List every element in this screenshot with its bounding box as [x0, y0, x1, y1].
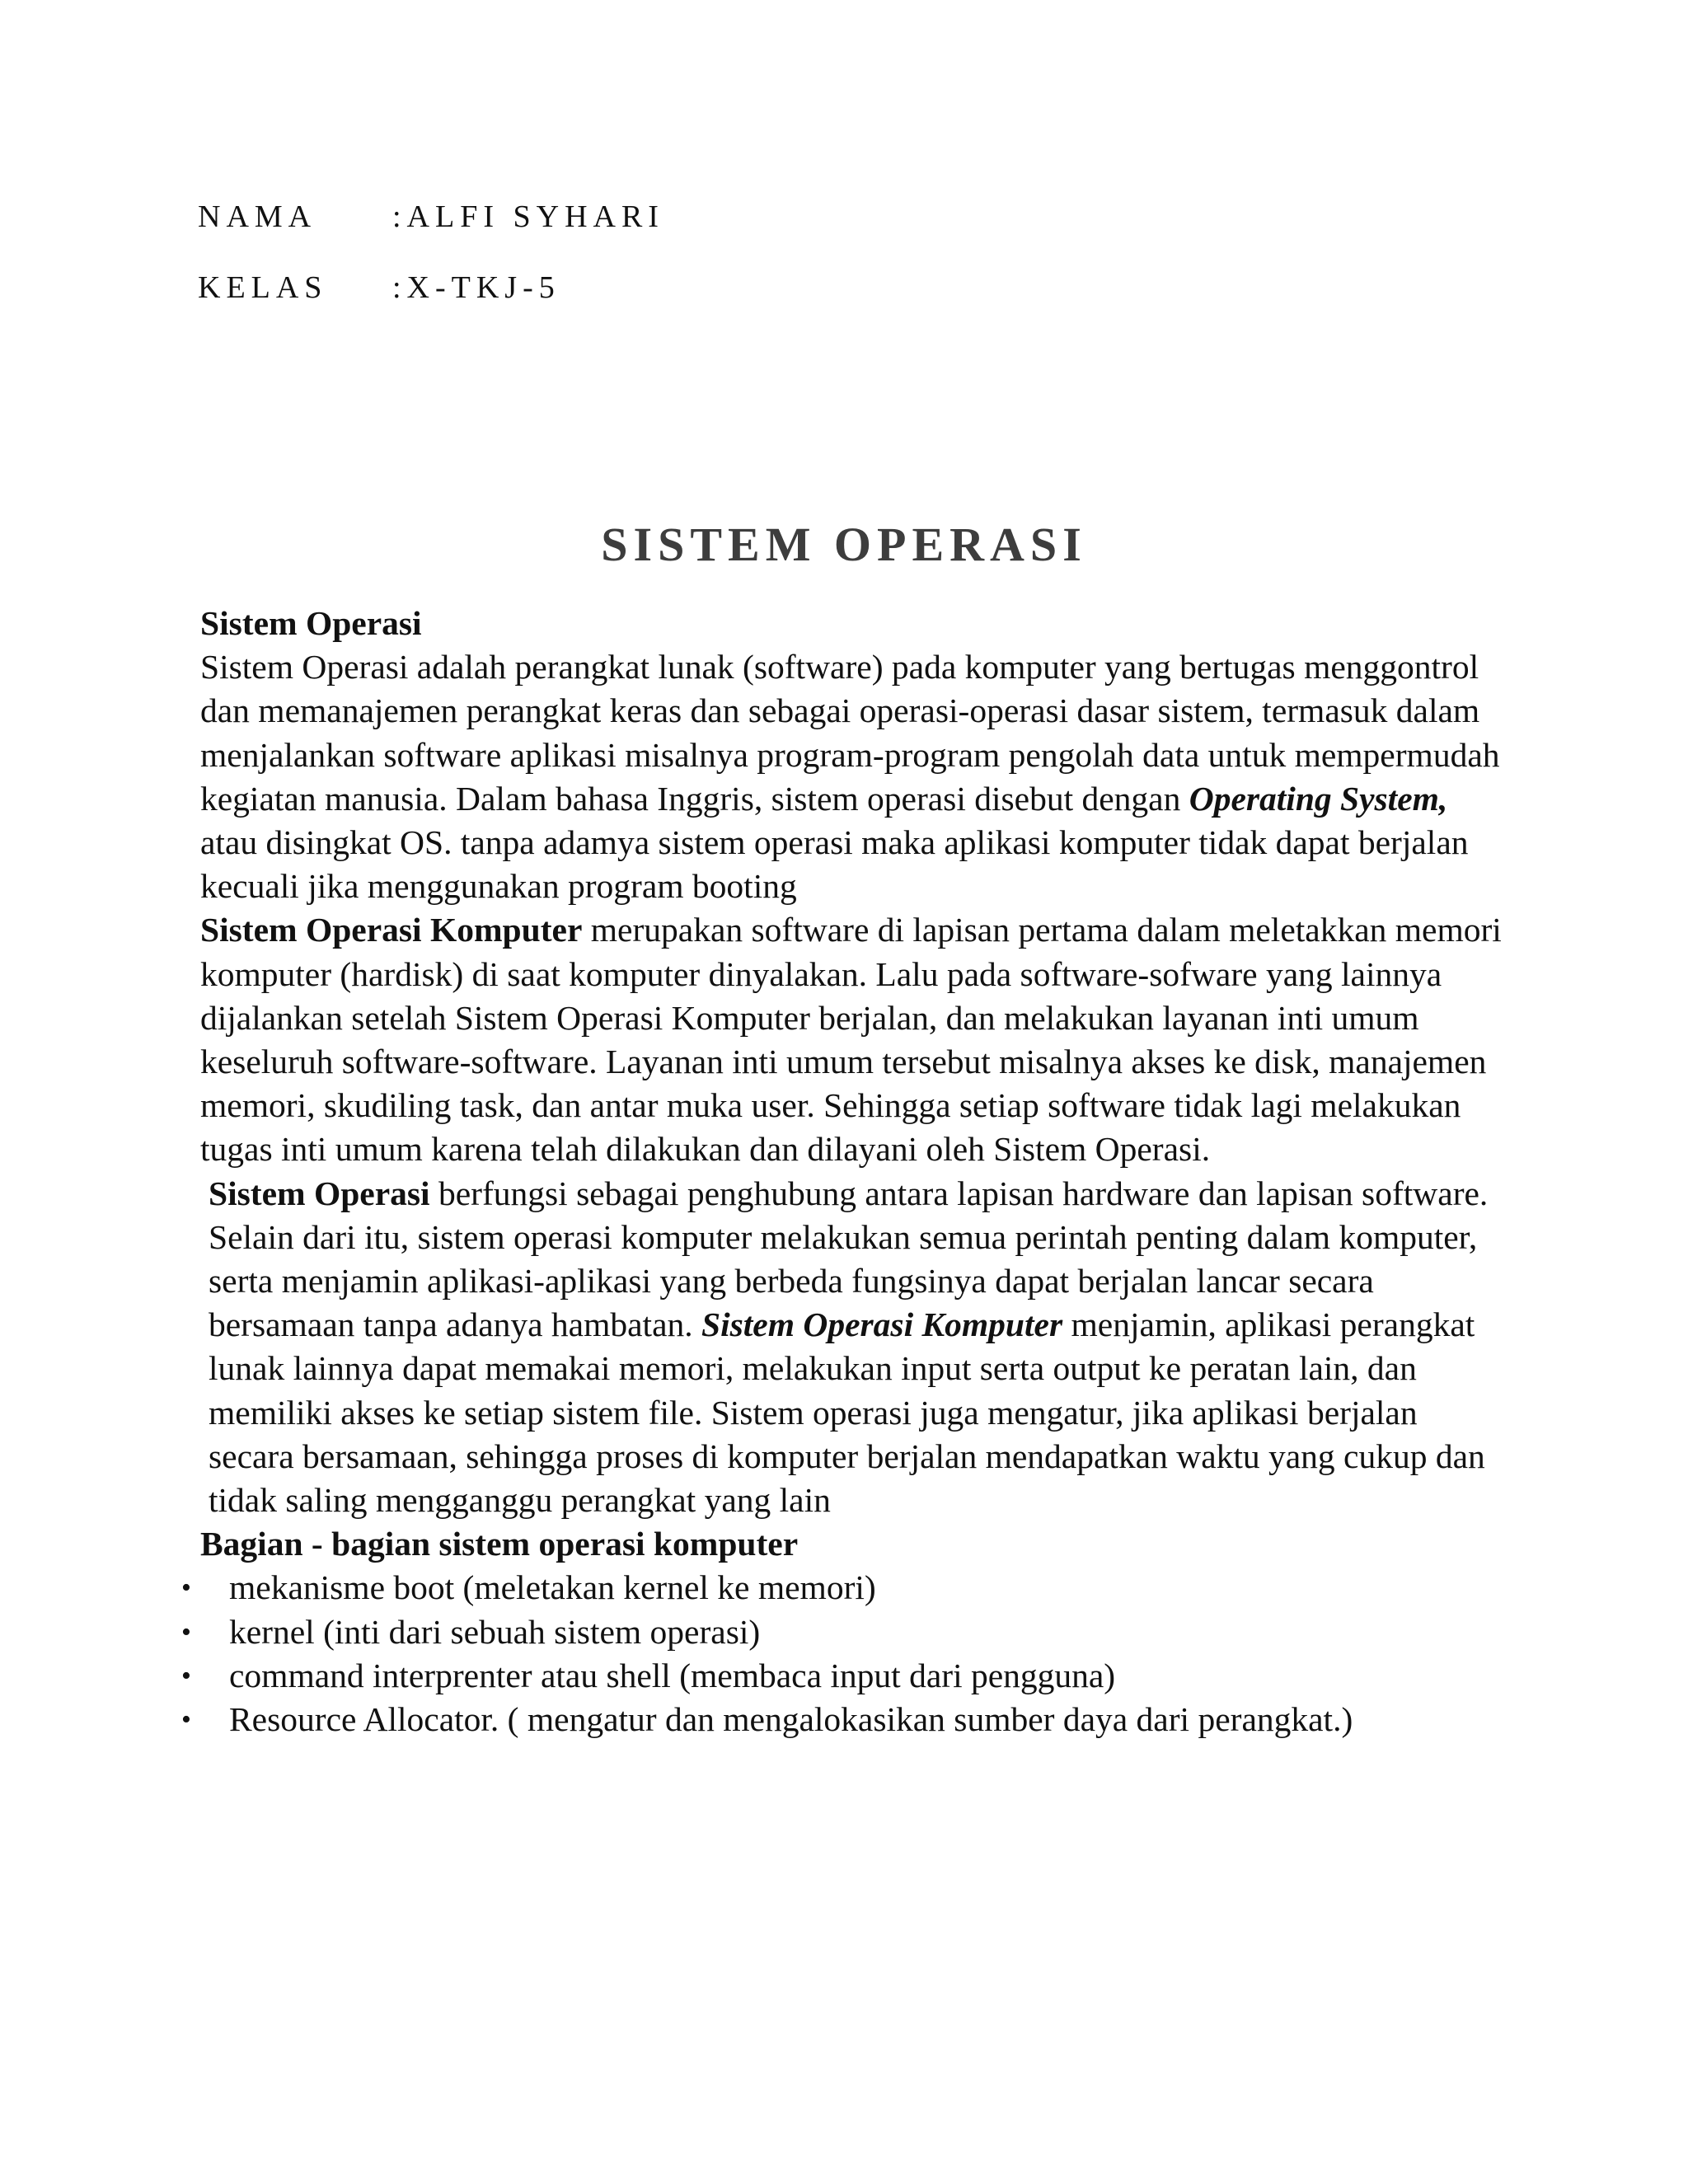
list-item-text: mekanisme boot (meletakan kernel ke memori): [229, 1568, 876, 1607]
name-value: :ALFI SYHARI: [392, 199, 664, 234]
class-value: :X-TKJ-5: [392, 270, 560, 305]
paragraph-definition-text-end: atau disingkat OS. tanpa adamya sistem operasi maka aplikasi komputer tidak dapat berjalan kecuali jika menggunakan program booting: [200, 823, 1469, 906]
term-sistem-operasi: Sistem Operasi: [209, 1174, 430, 1212]
paragraph-definition-text: Sistem Operasi adalah perangkat lunak (software) pada komputer yang bertugas menggontrol dan memanajemen perangkat keras dan sebagai operasi-operasi dasar sistem, termasuk dalam menjalankan software aplikasi misalnya program-program pengolah data untuk mempermudah kegiatan manusia. Dalam bahasa Inggris, sistem operasi disebut dengan: [200, 648, 1500, 818]
paragraph-komputer-text: merupakan software di lapisan pertama dalam meletakkan memori komputer (hardisk) di saat komputer dinyalakan. Lalu pada software-sofware yang lainnya dijalankan setelah Sistem Operasi Komputer berjalan, dan melakukan layanan inti umum keseluruh software-software. Layanan inti umum tersebut misalnya akses ke disk, manajemen memori, skudiling task, dan antar muka user. Sehingga setiap software tidak lagi melakukan tugas inti umum karena telah dilakukan dan dilayani oleh Sistem Operasi.: [200, 911, 1502, 1169]
bullet-icon: •: [181, 1704, 191, 1736]
list-item-text: kernel (inti dari sebuah sistem operasi): [229, 1612, 761, 1651]
class-label: KELAS: [198, 270, 328, 305]
list-item: [181, 1698, 1503, 1741]
paragraph-definition: [200, 645, 1503, 908]
list-item: [181, 1566, 1503, 1610]
document-body: [181, 602, 1503, 1741]
term-operating-system: Operating System,: [1189, 779, 1448, 818]
student-name-line: [198, 201, 664, 232]
name-label: NAMA: [198, 199, 317, 234]
list-item-text: command interprenter atau shell (membaca input dari pengguna): [229, 1656, 1116, 1694]
term-sistem-operasi-komputer: Sistem Operasi Komputer: [200, 911, 583, 949]
list-item: [181, 1610, 1503, 1654]
paragraph-fungsi-text-end: menjamin, aplikasi perangkat lunak lainnya dapat memakai memori, melakukan input serta output ke peratan lain, dan memiliki akses ke setiap sistem file. Sistem operasi juga mengatur, jika aplikasi berjalan secara bersamaan, sehingga proses di komputer berjalan mendapatkan waktu yang cukup dan tidak saling mengganggu perangkat yang lain: [209, 1305, 1485, 1520]
paragraph-komputer: [200, 908, 1503, 1171]
bullet-icon: •: [181, 1572, 191, 1604]
student-class-line: [198, 272, 560, 303]
bullet-icon: •: [181, 1660, 191, 1691]
list-item: [181, 1654, 1503, 1698]
bullet-icon: •: [181, 1616, 191, 1647]
list-item-text: Resource Allocator. ( mengatur dan mengalokasikan sumber daya dari perangkat.): [229, 1700, 1353, 1739]
section-heading-bagian: Bagian - bagian sistem operasi komputer: [200, 1525, 799, 1563]
term-sistem-operasi-komputer-italic: Sistem Operasi Komputer: [701, 1305, 1063, 1344]
document-title: SISTEM OPERASI: [601, 518, 1087, 571]
section-heading-sistem-operasi: Sistem Operasi: [200, 604, 422, 642]
paragraph-fungsi-text: berfungsi sebagai penghubung antara lapisan hardware dan lapisan software. Selain dari itu, sistem operasi komputer melakukan semua perintah penting dalam komputer, serta menjamin aplikasi-aplikasi yang berbeda fungsinya dapat berjalan lancar secara bersamaan tanpa adanya hambatan.: [209, 1174, 1489, 1344]
paragraph-fungsi: [200, 1172, 1503, 1523]
parts-list: [181, 1566, 1503, 1741]
